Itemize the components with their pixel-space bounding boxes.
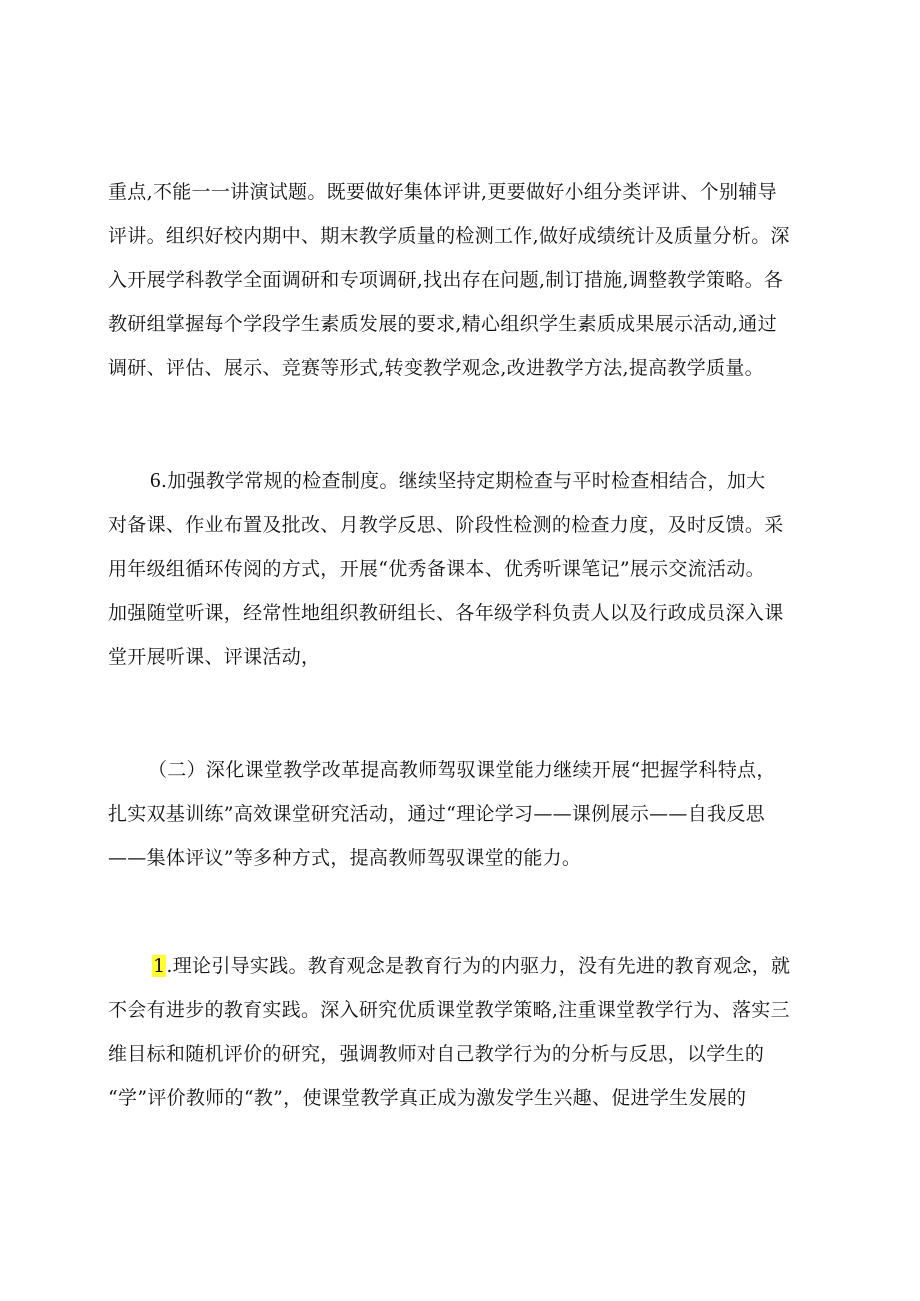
text-line: 入开展学科教学全面调研和专项调研,找出存在问题,制订措施,调整教学策略。各 [108,269,784,291]
text-line: 评讲。组织好校内期中、期末教学质量的检测工作,做好成绩统计及质量分析。深 [108,225,790,247]
text-line [108,458,820,503]
text-line: 堂开展听课、评课活动， [108,646,321,668]
highlighted-item-number: 1 [153,955,166,977]
text-line [108,944,820,988]
paragraph-item-1 [108,944,820,1120]
item-number: 6 [150,468,161,492]
text-line: ——集体评议”等多种方式，提高教师驾驭课堂的能力。 [108,847,582,869]
text-line: 加强随堂听课，经常性地组织教研组长、各年级学科负责人以及行政成员深入课 [108,602,784,624]
text-line: 用年级组循环传阅的方式，开展“优秀备课本、优秀听课笔记”展示交流活动。 [108,558,765,580]
text-line: 不会有进步的教育实践。深入研究优质课堂教学策略,注重课堂教学行为、落实三 [108,999,790,1021]
paragraph-item-6 [108,458,820,679]
text-line: 对备课、作业布置及批改、月教学反思、阶段性检测的检查力度，及时反馈。采 [108,514,784,536]
text-line: “学”评价教师的“教”，使课堂教学真正成为激发学生兴趣、促进学生发展的 [108,1087,747,1109]
text-line: 教研组掌握每个学段学生素质发展的要求,精心组织学生素质成果展示活动,通过 [108,313,777,335]
paragraph-teaching-quality [108,170,820,390]
paragraph-section-2 [108,748,820,880]
item-heading-text: .理论引导实践。教育观念是教育行为的内驱力，没有先进的教育观念，就 [166,955,791,977]
text-line: 扎实双基训练”高效课堂研究活动，通过“理论学习——课例展示——自我反思 [108,803,765,825]
text-line: 调研、评估、展示、竞赛等形式,转变教学观念,改进教学方法,提高教学质量。 [108,357,764,379]
text-line: 重点,不能一一讲演试题。既要做好集体评讲,更要做好小组分类评讲、个别辅导 [108,181,777,203]
text-line: 维目标和随机评价的研究，强调教师对自己教学行为的分析与反思，以学生的 [108,1043,765,1065]
item-heading-text: .加强教学常规的检查制度。继续坚持定期检查与平时检查相结合，加大 [160,470,766,492]
section-heading-line: （二）深化课堂教学改革提高教师驾驭课堂能力继续开展“把握学科特点， [148,759,776,781]
